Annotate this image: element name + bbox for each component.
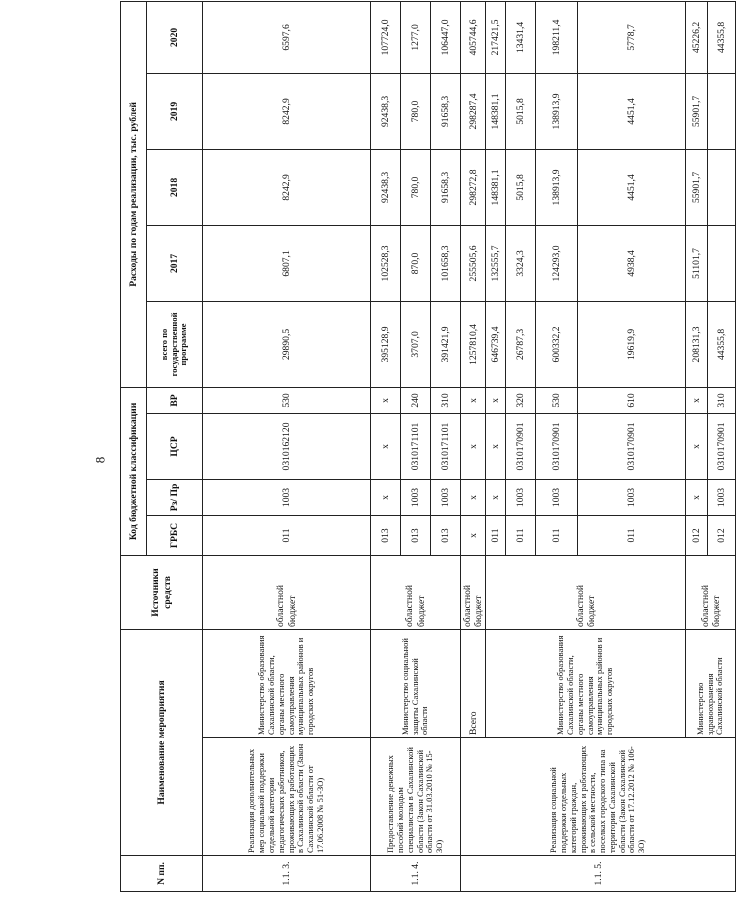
y2017: 51101,7 [686, 225, 708, 301]
rzpr: 1003 [578, 479, 686, 515]
header-grbs: ГРБС [147, 515, 203, 555]
y2017: 255505,6 [461, 225, 486, 301]
executor: Министерство образования Сахалинской области, органы местного самоуправления муниципальных районов и городских округов [486, 629, 686, 737]
row-number: 1.1. 5. [461, 856, 736, 892]
y2019: 138913,9 [536, 73, 578, 149]
vr: 530 [536, 387, 578, 413]
rzpr: x [371, 479, 401, 515]
y2019: 148381,1 [486, 73, 506, 149]
y2019 [708, 73, 736, 149]
y2019: 8242,9 [203, 73, 371, 149]
y2019: 5015,8 [506, 73, 536, 149]
header-rzpr: Рз/ Пр [147, 479, 203, 515]
csr: x [371, 413, 401, 479]
csr: 0310171101 [401, 413, 431, 479]
y2020: 107724,0 [371, 1, 401, 73]
vr: x [686, 387, 708, 413]
header-budget-code: Код бюджетной классификации [121, 387, 147, 555]
y2020: 5778,7 [578, 1, 686, 73]
grbs: x [461, 515, 486, 555]
rzpr: 1003 [708, 479, 736, 515]
source: областной бюджет [203, 555, 371, 629]
grbs: 011 [486, 515, 506, 555]
y2018: 148381,1 [486, 149, 506, 225]
grbs: 011 [536, 515, 578, 555]
vr: x [371, 387, 401, 413]
header-row-1 [121, 1, 147, 891]
y2019: 91658,3 [431, 73, 461, 149]
rzpr: 1003 [506, 479, 536, 515]
y2018: 55901,7 [686, 149, 708, 225]
vr: 240 [401, 387, 431, 413]
y2018: 5015,8 [506, 149, 536, 225]
y2019: 780,0 [401, 73, 431, 149]
rzpr: 1003 [401, 479, 431, 515]
y2017: 870,0 [401, 225, 431, 301]
table-row [203, 1, 371, 891]
y2020: 198211,4 [536, 1, 578, 73]
measure-name: Предоставление денежных пособий молодым специалистам в Сахалинской области (Закон Сахалинской области от 31.03.2010 № 15-ЗО) [371, 738, 461, 856]
y2020: 1277,0 [401, 1, 431, 73]
y2017: 124293,0 [536, 225, 578, 301]
rzpr: 1003 [431, 479, 461, 515]
y2018: 780,0 [401, 149, 431, 225]
total: 646739,4 [486, 301, 506, 387]
total: 44355,8 [708, 301, 736, 387]
y2020: 45226,2 [686, 1, 708, 73]
y2017: 132555,7 [486, 225, 506, 301]
grbs: 013 [371, 515, 401, 555]
grbs: 012 [708, 515, 736, 555]
row-number: 1.1. 4. [371, 856, 461, 892]
y2018 [708, 149, 736, 225]
y2017: 6807,1 [203, 225, 371, 301]
total: 395128,9 [371, 301, 401, 387]
executor: Министерство образования Сахалинской области, органы местного самоуправления муниципальных районов и городских округов [203, 629, 371, 737]
y2017: 101658,3 [431, 225, 461, 301]
y2019: 298287,4 [461, 73, 486, 149]
y2019: 4451,4 [578, 73, 686, 149]
source: областной бюджет [461, 555, 486, 629]
csr: 0310171101 [431, 413, 461, 479]
row-number: 1.1. 3. [203, 856, 371, 892]
header-expenses: Расходы по годам реализации, тыс. рублей [121, 1, 147, 387]
source: областной бюджет [486, 555, 686, 629]
y2020: 106447,0 [431, 1, 461, 73]
vr: 310 [431, 387, 461, 413]
y2018: 8242,9 [203, 149, 371, 225]
total: 3707,0 [401, 301, 431, 387]
y2020: 217421,5 [486, 1, 506, 73]
executor: Министерство здравоохранения Сахалинской области [686, 629, 736, 737]
grbs: 011 [203, 515, 371, 555]
rzpr: x [486, 479, 506, 515]
y2019: 92438,3 [371, 73, 401, 149]
y2018: 4451,4 [578, 149, 686, 225]
table-row [371, 1, 401, 891]
executor: Министерство социальной защиты Сахалинской области [371, 629, 461, 737]
total: 208131,3 [686, 301, 708, 387]
y2019: 55901,7 [686, 73, 708, 149]
measure-name: Реализация дополнительных мер социальной поддержки отдельной категории педагогических работников, проживающих и работающих в Сахалинской области (Закон Сахалинской области от 17.06.2008 № 51-ЗО) [203, 738, 371, 856]
y2018: 298272,8 [461, 149, 486, 225]
vr: 530 [203, 387, 371, 413]
header-csr: ЦСР [147, 413, 203, 479]
header-2018: 2018 [147, 149, 203, 225]
source: областной бюджет [686, 555, 736, 629]
total: 391421,9 [431, 301, 461, 387]
total: 29890,5 [203, 301, 371, 387]
y2018: 138913,9 [536, 149, 578, 225]
grbs: 011 [578, 515, 686, 555]
csr: 0310170901 [708, 413, 736, 479]
csr: x [486, 413, 506, 479]
csr: 0310162120 [203, 413, 371, 479]
csr: x [686, 413, 708, 479]
total-label: Всего [461, 629, 486, 737]
rotated-table-wrapper [120, 2, 728, 892]
rzpr: 1003 [203, 479, 371, 515]
y2020: 6597,6 [203, 1, 371, 73]
csr: 0310170901 [536, 413, 578, 479]
y2017: 4938,4 [578, 225, 686, 301]
y2017: 102528,3 [371, 225, 401, 301]
y2018: 91658,3 [431, 149, 461, 225]
total: 600332,2 [536, 301, 578, 387]
total: 19619,9 [578, 301, 686, 387]
y2017: 3324,3 [506, 225, 536, 301]
grbs: 013 [431, 515, 461, 555]
grbs: 012 [686, 515, 708, 555]
header-source: Источники средств [121, 555, 203, 629]
vr: x [486, 387, 506, 413]
rzpr: 1003 [536, 479, 578, 515]
page-number: 8 [92, 456, 108, 464]
header-name: Наименование мероприятия [121, 629, 203, 855]
source: областной бюджет [371, 555, 461, 629]
vr: 310 [708, 387, 736, 413]
y2020: 405744,6 [461, 1, 486, 73]
header-total: всего по государственной программе [147, 301, 203, 387]
measure-name: Реализация социальной поддержки отдельных категорий граждан, проживающих и работающих в сельской местности, поселках городского типа на территории Сахалинской области (Закон Сахалинской области от 17.12.2012 № 106-ЗО) [461, 738, 736, 856]
grbs: 013 [401, 515, 431, 555]
header-2020: 2020 [147, 1, 203, 73]
csr: x [461, 413, 486, 479]
rzpr: x [686, 479, 708, 515]
vr: 610 [578, 387, 686, 413]
header-vr: ВР [147, 387, 203, 413]
y2018: 92438,3 [371, 149, 401, 225]
rzpr: x [461, 479, 486, 515]
y2020: 13431,4 [506, 1, 536, 73]
grbs: 011 [506, 515, 536, 555]
header-2017: 2017 [147, 225, 203, 301]
y2020: 44355,8 [708, 1, 736, 73]
budget-table [120, 1, 736, 892]
vr: x [461, 387, 486, 413]
vr: 320 [506, 387, 536, 413]
header-num: N пп. [121, 856, 203, 892]
table-row [461, 1, 486, 891]
csr: 0310170901 [506, 413, 536, 479]
csr: 0310170901 [578, 413, 686, 479]
total: 26787,3 [506, 301, 536, 387]
y2017 [708, 225, 736, 301]
total: 1257810,4 [461, 301, 486, 387]
header-2019: 2019 [147, 73, 203, 149]
